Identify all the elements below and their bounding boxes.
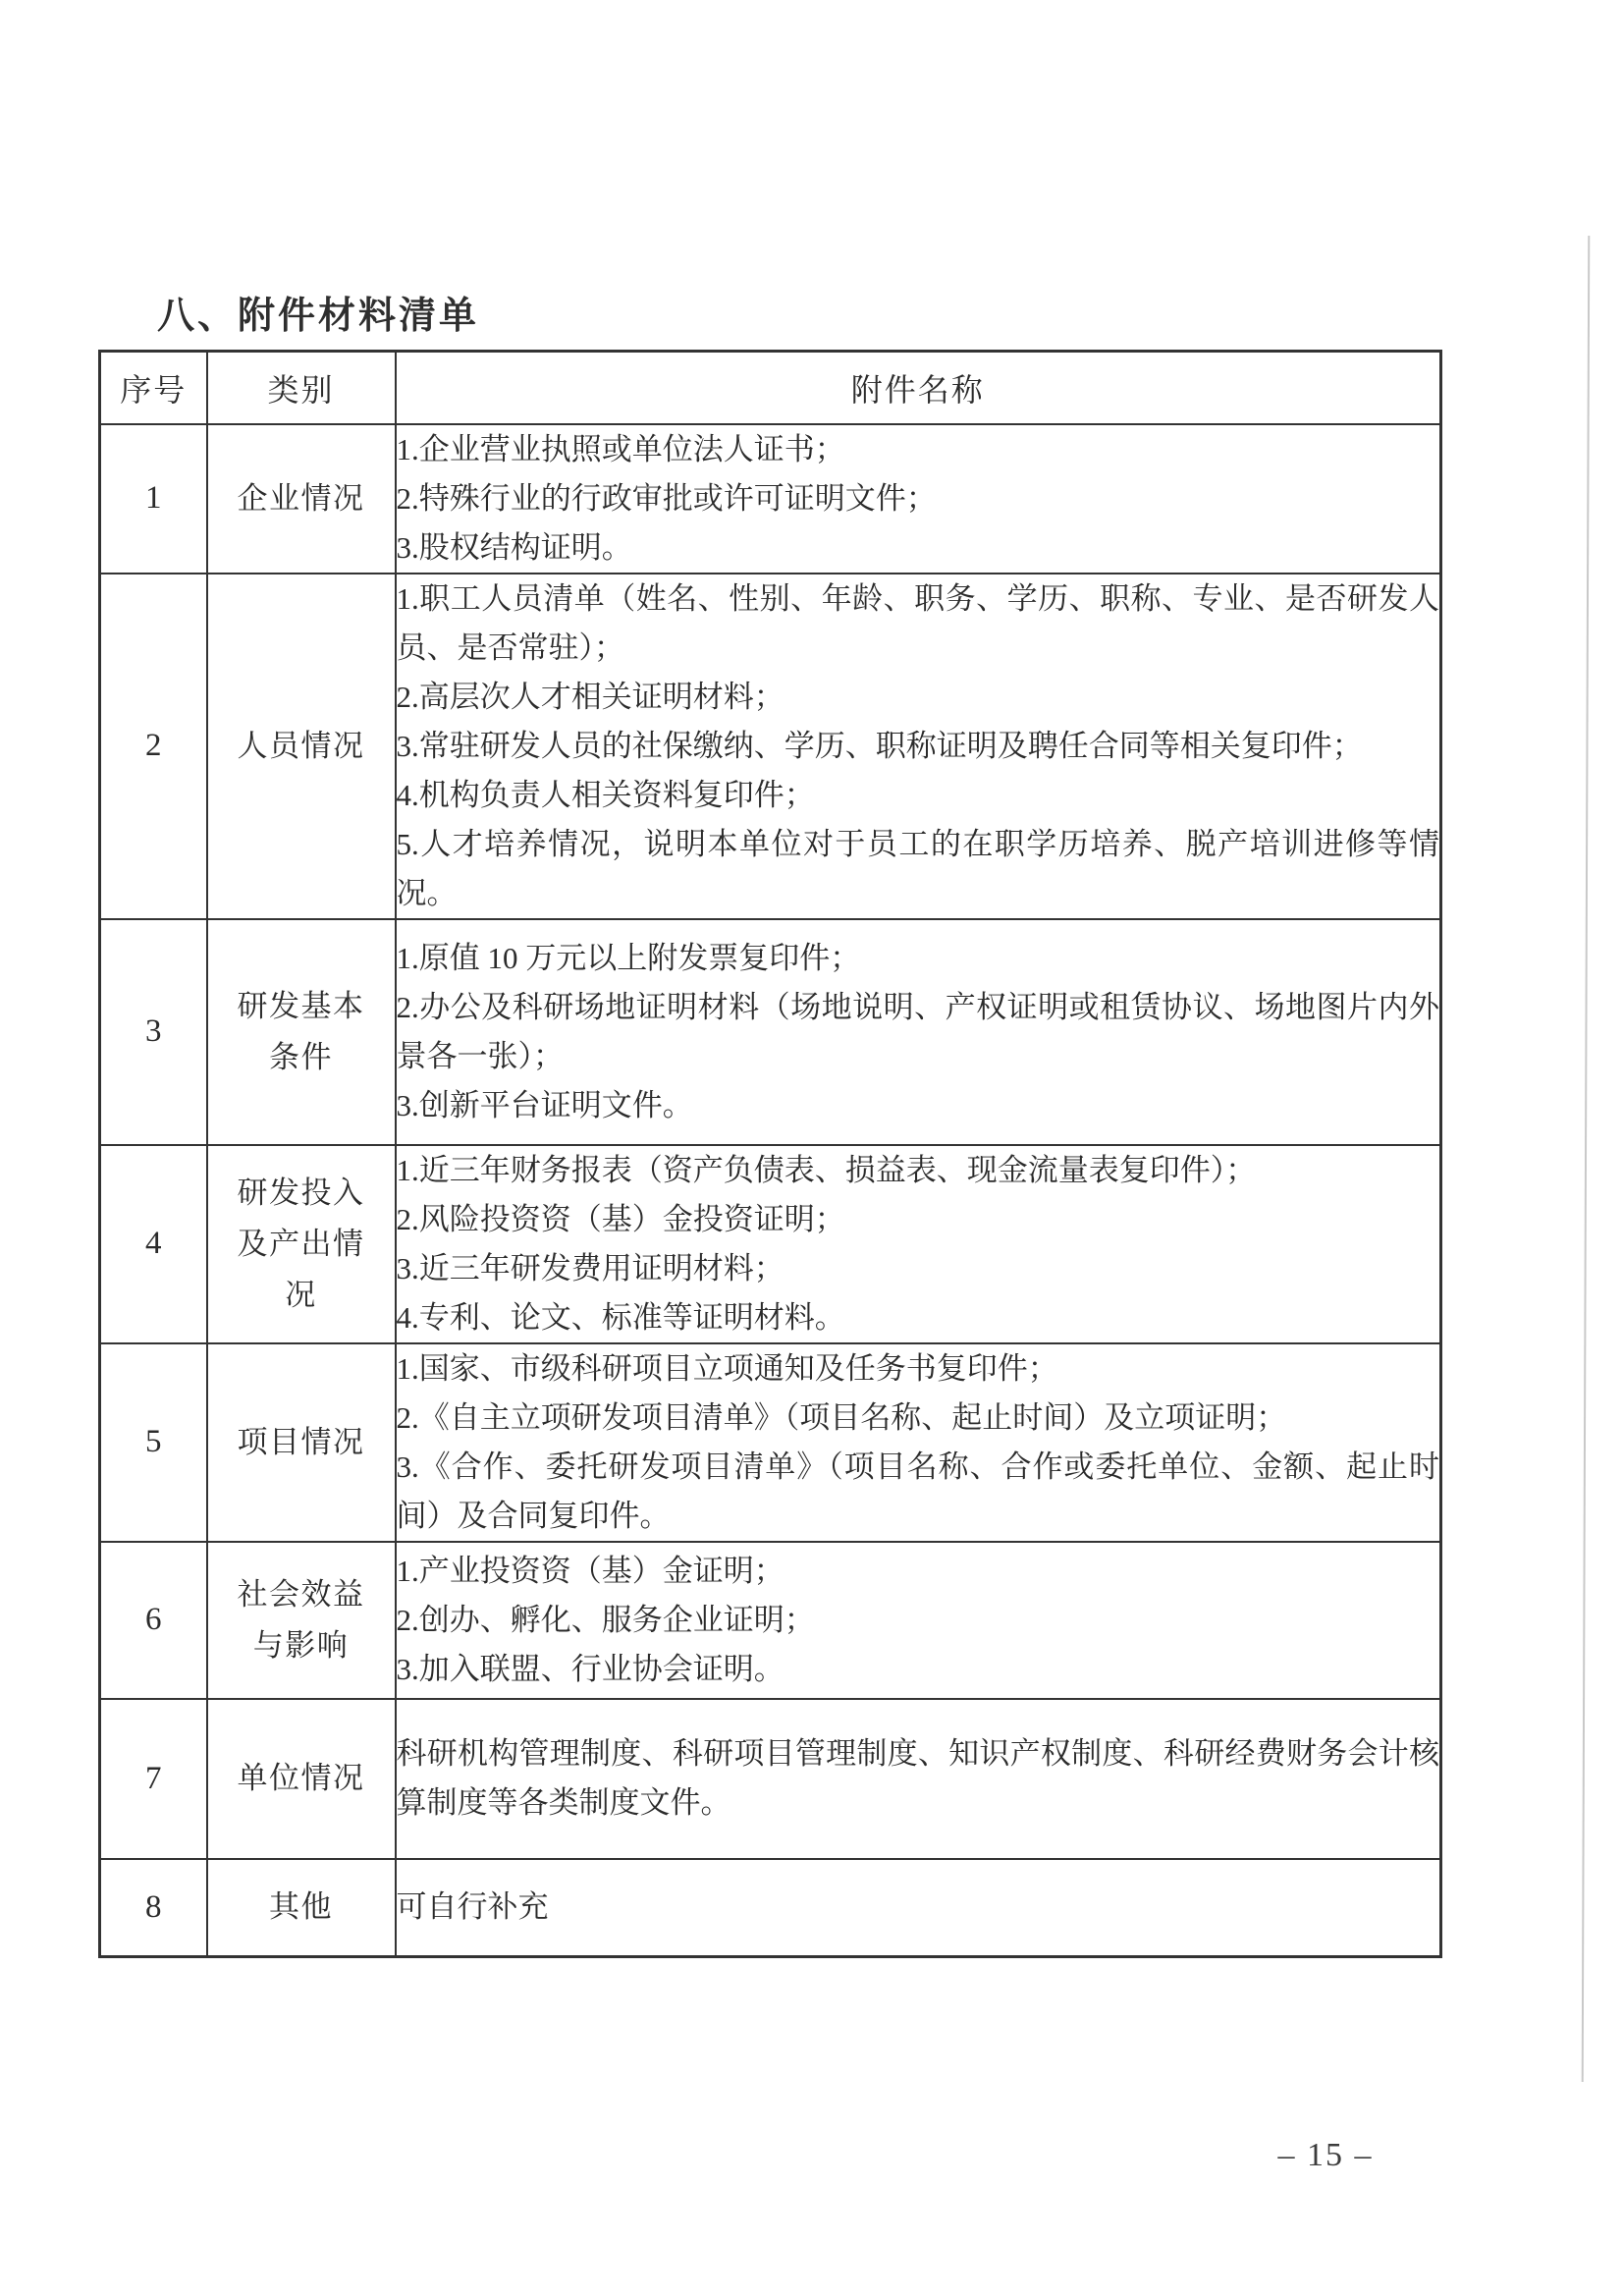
attachment-item: 2.创办、孵化、服务企业证明；: [396, 1602, 815, 1637]
table-row: [100, 1542, 1441, 1699]
category-text: 单位情况: [237, 1761, 365, 1795]
attachment-item: 2.特殊行业的行政审批或许可证明文件；: [396, 480, 937, 516]
attachment-item: 4.专利、论文、标准等证明材料。: [396, 1299, 845, 1335]
page-title: 八、附件材料清单: [157, 296, 480, 337]
category-text: 社会效益与影响: [237, 1576, 365, 1663]
category-cell: [207, 574, 396, 919]
row-number-cell: 6: [100, 1542, 207, 1699]
table-row: [100, 424, 1441, 574]
attachment-item: 3.加入联盟、行业协会证明。: [396, 1651, 784, 1686]
row-number-cell: 4: [100, 1145, 207, 1343]
category-text: 项目情况: [237, 1424, 365, 1459]
attachment-item: 3.近三年研发费用证明材料；: [396, 1250, 784, 1285]
attachment-item: 3.常驻研发人员的社保缴纳、学历、职称证明及聘任合同等相关复印件；: [396, 728, 1363, 763]
attachment-item: 2.高层次人才相关证明材料；: [396, 679, 784, 714]
attachment-item: 2.办公及科研场地证明材料（场地说明、产权证明或租赁协议、场地图片内外景各一张）；: [396, 989, 1439, 1073]
column-header-no: 序号: [100, 352, 207, 424]
attachment-items-cell: [396, 424, 1441, 574]
attachment-item: 1.近三年财务报表（资产负债表、损益表、现金流量表复印件）；: [396, 1152, 1257, 1187]
attachment-items-cell: [396, 574, 1441, 919]
table-row: [100, 919, 1441, 1145]
category-text: 企业情况: [237, 480, 365, 516]
category-text: 研发投入及产出情况: [237, 1175, 365, 1312]
category-cell: [207, 1542, 396, 1699]
attachment-item: 2.风险投资资（基）金投资证明；: [396, 1201, 845, 1236]
category-text: 人员情况: [237, 728, 365, 763]
category-text: 研发基本条件: [237, 988, 365, 1074]
row-number-cell: 1: [100, 424, 207, 574]
category-cell: [207, 1145, 396, 1343]
attachment-item: 1.原值 10 万元以上附发票复印件；: [396, 940, 861, 975]
table-row: [100, 1343, 1441, 1542]
attachment-item: 3.股权结构证明。: [396, 529, 632, 565]
attachment-items-cell: [396, 1699, 1441, 1859]
category-text: 其他: [269, 1889, 333, 1925]
scan-artifact-line: [1582, 236, 1591, 2082]
table-row: [100, 1699, 1441, 1859]
category-cell: [207, 1699, 396, 1859]
attachment-item: 2.《自主立项研发项目清单》（项目名称、起止时间）及立项证明；: [396, 1399, 1287, 1435]
table-row: [100, 574, 1441, 919]
category-cell: [207, 1343, 396, 1542]
attachment-item: 3.创新平台证明文件。: [396, 1087, 693, 1122]
attachment-item: 1.职工人员清单（姓名、性别、年龄、职务、学历、职称、专业、是否研发人员、是否常驻）；: [396, 580, 1439, 665]
attachment-items-cell: [396, 919, 1441, 1145]
attachment-items-cell: [396, 1145, 1441, 1343]
attachment-items-cell: [396, 1343, 1441, 1542]
row-number-cell: 8: [100, 1859, 207, 1957]
attachment-items-cell: [396, 1542, 1441, 1699]
attachment-items-cell: [396, 1859, 1441, 1957]
table-header-row: [100, 352, 1441, 424]
attachment-item: 1.产业投资资（基）金证明；: [396, 1553, 784, 1588]
category-cell: [207, 919, 396, 1145]
category-cell: [207, 1859, 396, 1957]
attachment-item: 可自行补充: [396, 1889, 549, 1925]
category-cell: [207, 424, 396, 574]
attachment-item: 1.国家、市级科研项目立项通知及任务书复印件；: [396, 1350, 1058, 1386]
table-row: [100, 1859, 1441, 1957]
column-header-category: 类别: [207, 352, 396, 424]
attachments-table: [98, 350, 1442, 1958]
attachment-item: 科研机构管理制度、科研项目管理制度、知识产权制度、科研经费财务会计核算制度等各类制度文件。: [396, 1736, 1439, 1820]
row-number-cell: 2: [100, 574, 207, 919]
table-row: [100, 1145, 1441, 1343]
attachment-item: 5.人才培养情况，说明本单位对于员工的在职学历培养、脱产培训进修等情况。: [396, 826, 1439, 910]
column-header-attachment: 附件名称: [396, 352, 1441, 424]
attachment-item: 1.企业营业执照或单位法人证书；: [396, 431, 845, 466]
row-number-cell: 5: [100, 1343, 207, 1542]
attachment-item: 4.机构负责人相关资料复印件；: [396, 777, 815, 812]
row-number-cell: 7: [100, 1699, 207, 1859]
row-number-cell: 3: [100, 919, 207, 1145]
attachment-item: 3.《合作、委托研发项目清单》（项目名称、合作或委托单位、金额、起止时间）及合同复印件。: [396, 1449, 1439, 1533]
page-number: – 15 –: [1277, 2137, 1374, 2173]
